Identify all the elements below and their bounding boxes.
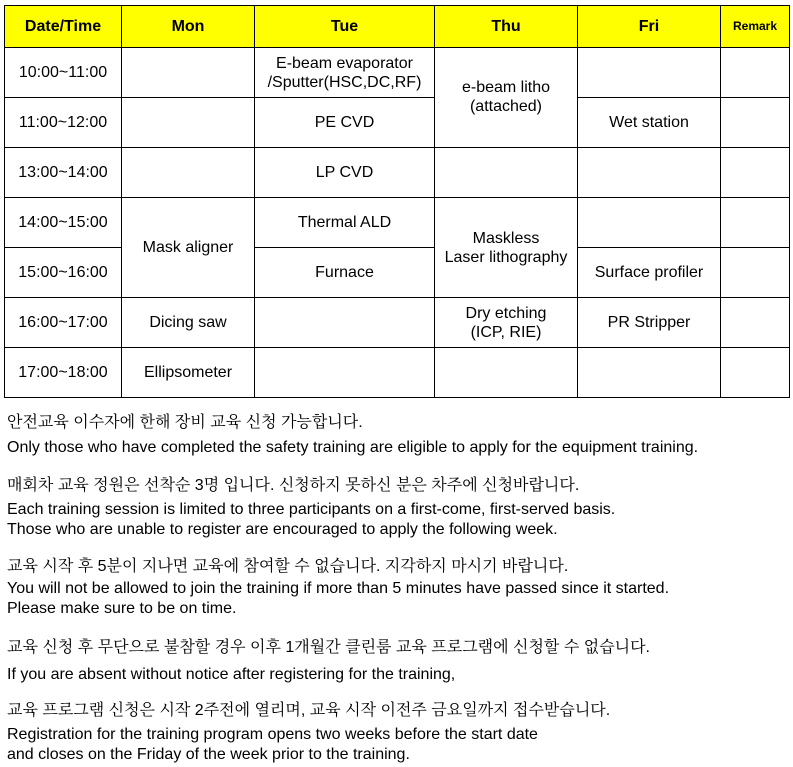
note-5-english-1: Registration for the training program opens two weeks before the start date [7, 726, 538, 743]
tue-cell [255, 298, 435, 348]
tue-cell [255, 348, 435, 398]
remark-cell [721, 248, 790, 298]
header-thu: Thu [435, 6, 578, 48]
note-3-english-2: Please make sure to be on time. [7, 600, 237, 617]
table-row [5, 198, 790, 248]
note-2-korean: 매회차 교육 정원은 선착순 3명 입니다. 신청하지 못하신 분은 차주에 신청바랍니다. [7, 477, 580, 494]
mon-cell: Ellipsometer [122, 348, 255, 398]
tue-cell: E-beam evaporator /Sputter(HSC,DC,RF) [255, 48, 435, 98]
note-5-korean: 교육 프로그램 신청은 시작 2주전에 열리며, 교육 시작 이전주 금요일까지 접수받습니다. [7, 702, 611, 719]
time-cell: 13:00~14:00 [5, 148, 122, 198]
remark-cell [721, 98, 790, 148]
time-cell: 10:00~11:00 [5, 48, 122, 98]
mon-cell: Dicing saw [122, 298, 255, 348]
note-3-korean: 교육 시작 후 5분이 지나면 교육에 참여할 수 없습니다. 지각하지 마시기 바랍니다. [7, 558, 569, 575]
note-5-english-2: and closes on the Friday of the week prior to the training. [7, 746, 410, 763]
remark-cell [721, 148, 790, 198]
remark-cell [721, 298, 790, 348]
fri-cell [578, 148, 721, 198]
tue-cell: LP CVD [255, 148, 435, 198]
fri-cell: Surface profiler [578, 248, 721, 298]
schedule-table [4, 5, 790, 398]
thu-cell [435, 348, 578, 398]
mon-cell: Mask aligner [122, 198, 255, 298]
time-cell: 15:00~16:00 [5, 248, 122, 298]
fri-cell [578, 348, 721, 398]
note-1-korean: 안전교육 이수자에 한해 장비 교육 신청 가능합니다. [7, 414, 363, 431]
fri-cell [578, 48, 721, 98]
tue-cell: PE CVD [255, 98, 435, 148]
fri-cell: Wet station [578, 98, 721, 148]
mon-cell [122, 148, 255, 198]
fri-cell: PR Stripper [578, 298, 721, 348]
header-fri: Fri [578, 6, 721, 48]
mon-cell [122, 48, 255, 98]
note-3-english-1: You will not be allowed to join the training if more than 5 minutes have passed since it started. [7, 580, 670, 597]
tue-cell: Furnace [255, 248, 435, 298]
time-cell: 14:00~15:00 [5, 198, 122, 248]
header-mon: Mon [122, 6, 255, 48]
time-cell: 11:00~12:00 [5, 98, 122, 148]
remark-cell [721, 348, 790, 398]
thu-cell: Maskless Laser lithography [435, 198, 578, 298]
note-2-english-1: Each training session is limited to three participants on a first-come, first-served basis. [7, 501, 616, 518]
header-row [5, 6, 790, 48]
thu-cell [435, 148, 578, 198]
table-row [5, 48, 790, 98]
fri-cell [578, 198, 721, 248]
thu-cell: Dry etching (ICP, RIE) [435, 298, 578, 348]
time-cell: 17:00~18:00 [5, 348, 122, 398]
thu-cell: e-beam litho (attached) [435, 48, 578, 148]
remark-cell [721, 198, 790, 248]
header-tue: Tue [255, 6, 435, 48]
table-row [5, 98, 790, 148]
header-remark: Remark [721, 6, 790, 48]
remark-cell [721, 48, 790, 98]
header-datetime: Date/Time [5, 6, 122, 48]
note-2-english-2: Those who are unable to register are encouraged to apply the following week. [7, 521, 558, 538]
note-4-korean: 교육 신청 후 무단으로 불참할 경우 이후 1개월간 클린룸 교육 프로그램에 신청할 수 없습니다. [7, 639, 651, 656]
table-row [5, 348, 790, 398]
note-4-english: If you are absent without notice after registering for the training, [7, 666, 456, 683]
table-row [5, 148, 790, 198]
time-cell: 16:00~17:00 [5, 298, 122, 348]
mon-cell [122, 98, 255, 148]
table-row [5, 298, 790, 348]
note-1-english: Only those who have completed the safety training are eligible to apply for the equipment training. [7, 439, 699, 456]
tue-cell: Thermal ALD [255, 198, 435, 248]
